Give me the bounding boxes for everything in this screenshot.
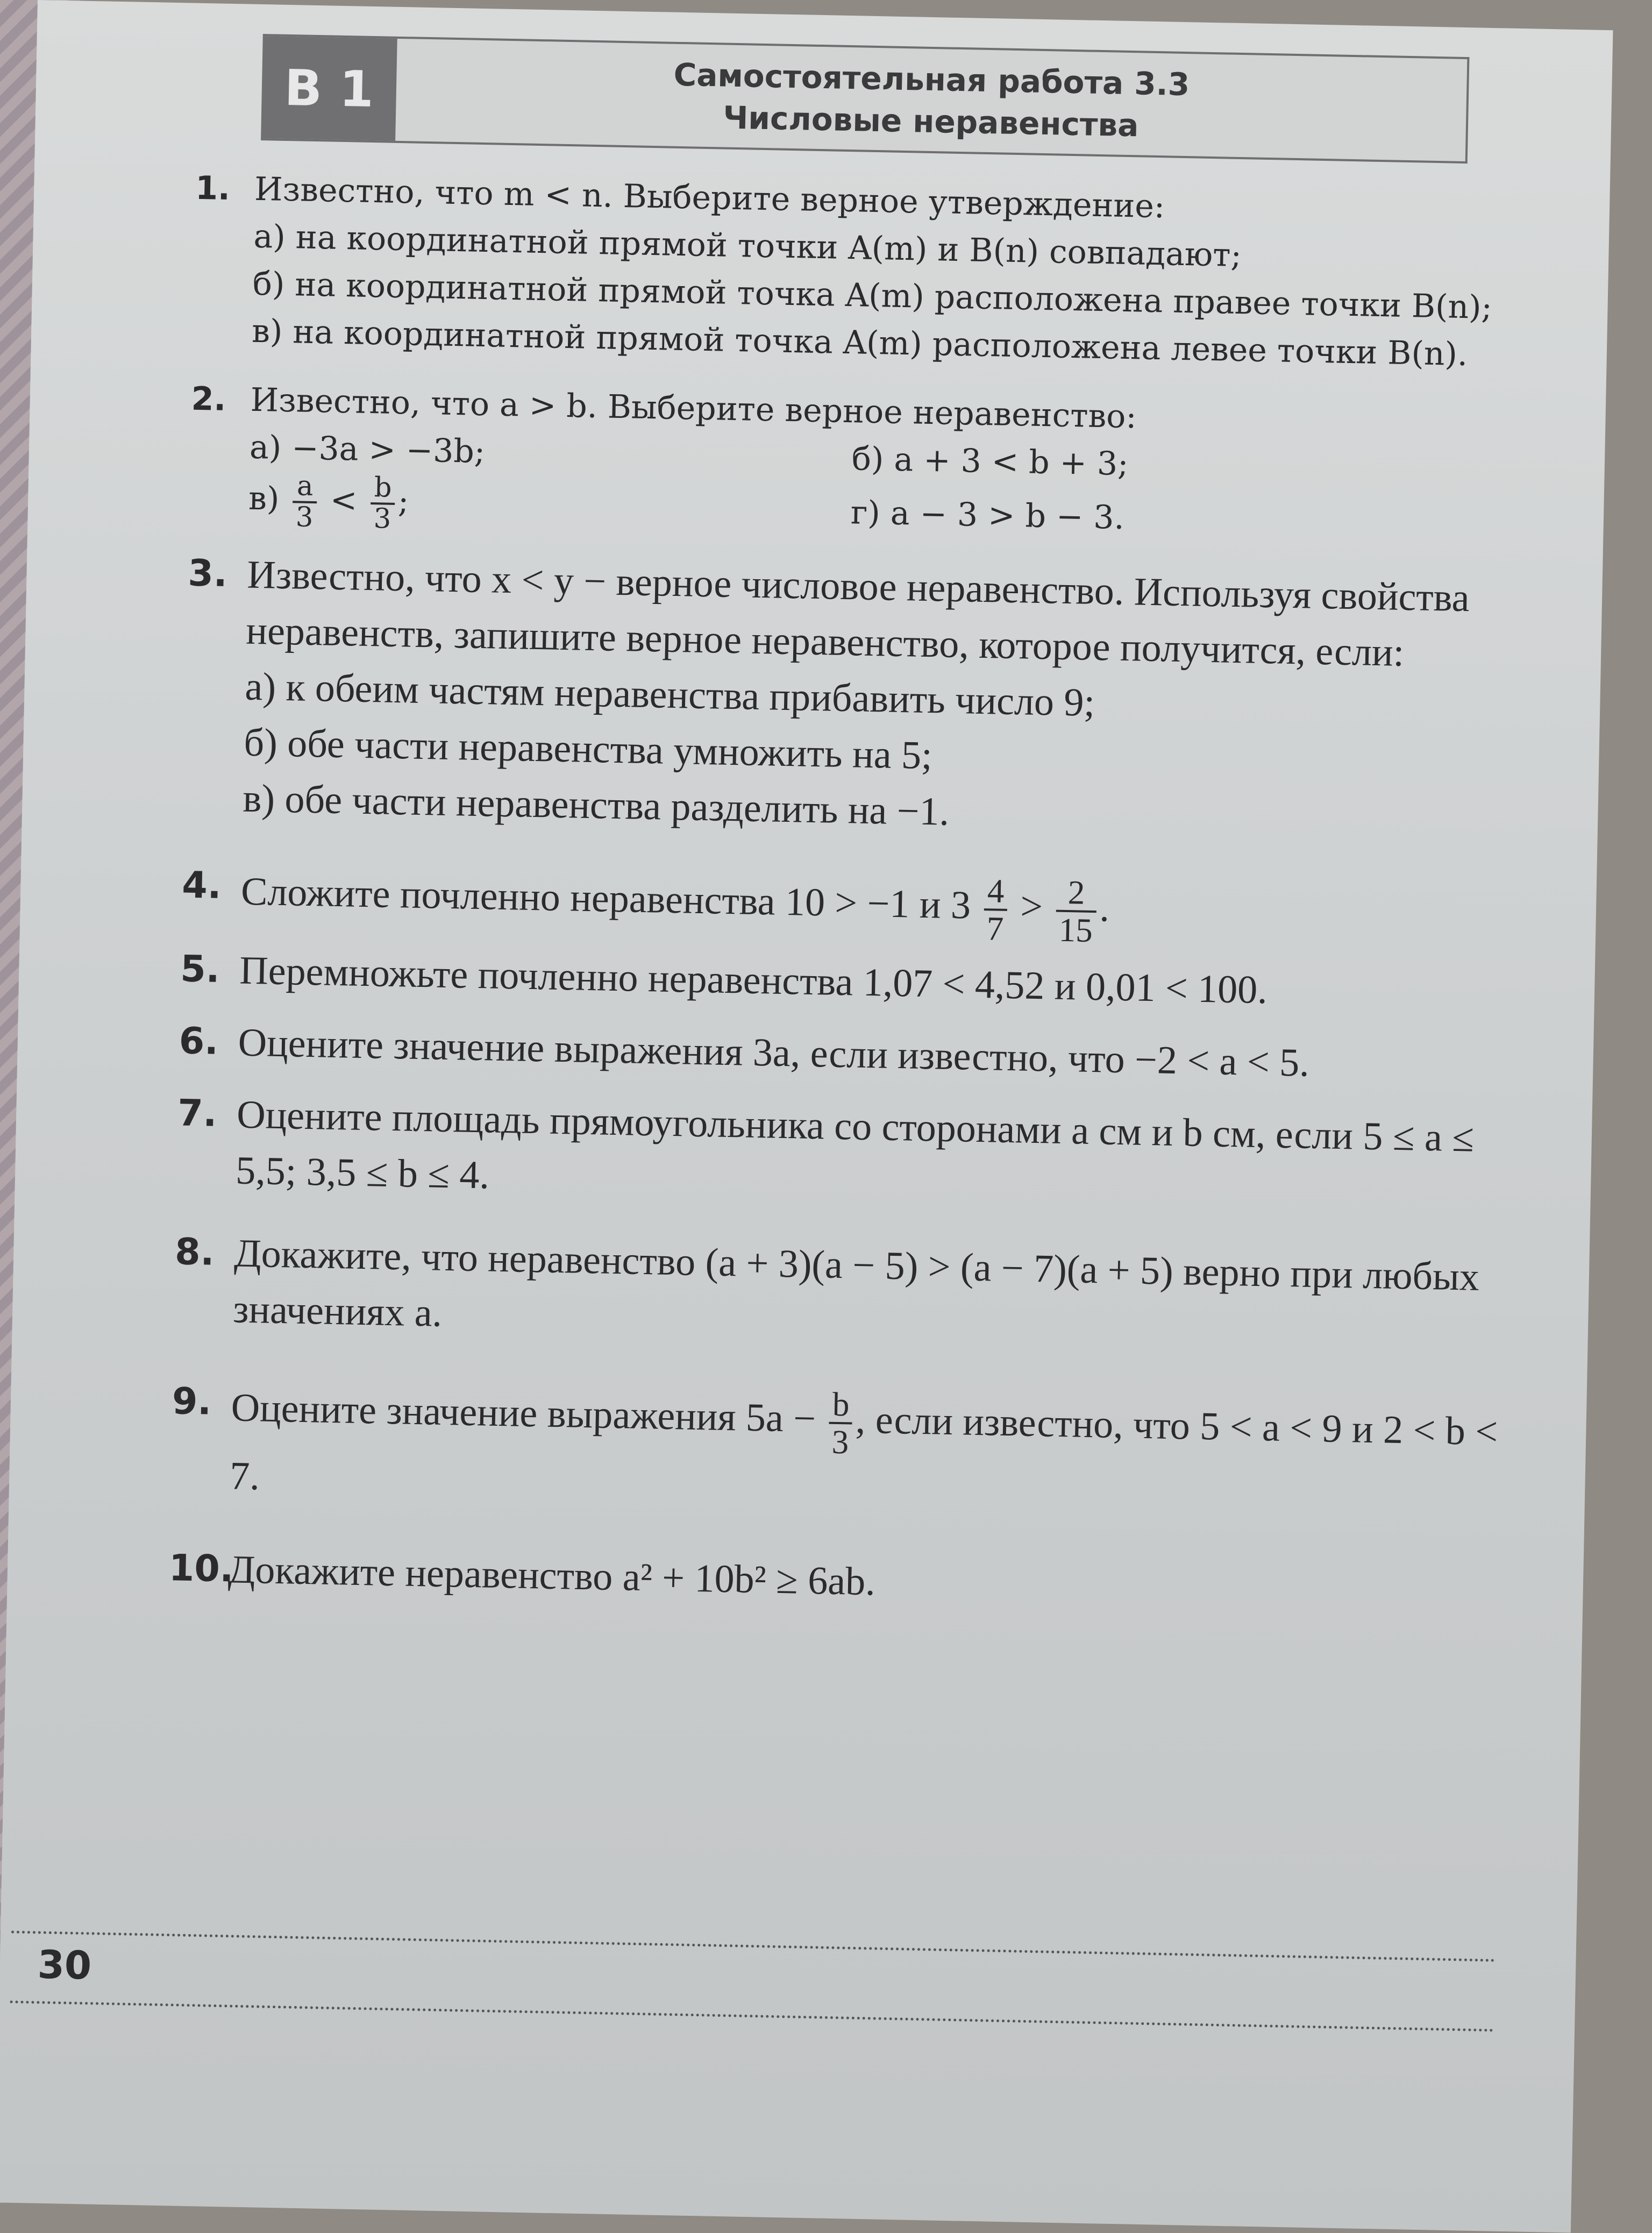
option-c-prefix: в)	[248, 479, 280, 518]
task-end: .	[1099, 886, 1110, 930]
fraction-2-over-15	[1055, 874, 1096, 949]
option-a: а) к обеим частям неравенства прибавить число 9;	[244, 664, 1095, 726]
task-number: 6.	[179, 1020, 219, 1063]
footer-divider-bottom	[10, 2001, 1494, 2032]
task-list	[168, 165, 1551, 1623]
task-text: Сложите почленно неравенства 10 > −1 и 3	[240, 869, 971, 928]
numerator: b	[829, 1386, 853, 1425]
task-number: 3.	[187, 552, 228, 596]
worksheet-title	[395, 48, 1467, 153]
task-4	[181, 858, 1537, 957]
task-9	[170, 1374, 1527, 1528]
task-6	[179, 1014, 1535, 1096]
task-2	[189, 375, 1547, 556]
fraction-a-over-3	[292, 472, 317, 532]
option-a: а) −3a > −3b;	[249, 428, 486, 471]
task-number: 5.	[180, 948, 220, 992]
denominator: 3	[373, 502, 391, 535]
numerator: a	[293, 472, 317, 503]
task-number: 2.	[191, 380, 227, 418]
task-text: Оцените значение выражения 3a, если известно, что −2 < a < 5.	[238, 1020, 1310, 1085]
option-c: в) обе части неравенства разделить на −1.	[242, 776, 950, 834]
denominator: 3	[831, 1423, 849, 1461]
task-number: 10.	[168, 1547, 234, 1591]
fraction-b-over-3	[370, 473, 395, 534]
fraction-4-over-7	[983, 873, 1008, 947]
task-text: Известно, что a > b. Выберите верное неравенство:	[250, 381, 1137, 436]
numerator: 4	[984, 873, 1008, 911]
task-text: Известно, что m < n. Выберите верное утверждение:	[254, 170, 1165, 226]
task-text: Известно, что x < y − верное числовое неравенство. Используя свойства неравенств, запишите верное неравенство, которое получится, если:	[245, 552, 1470, 675]
option-a: а) на координатной прямой точки A(m) и B(n) совпадают;	[253, 217, 1242, 275]
task-text: Перемножьте почленно неравенства 1,07 < 4,52 и 0,01 < 100.	[239, 948, 1268, 1013]
relation-sign: >	[1020, 884, 1043, 929]
option-c	[248, 471, 841, 542]
task-number: 9.	[172, 1380, 212, 1424]
title-line-1: Самостоятельная работа 3.3	[673, 56, 1190, 103]
denominator: 7	[986, 909, 1004, 948]
task-text: Докажите, что неравенство (a + 3)(a − 5) > (a − 7)(a + 5) верно при любых значениях a.	[232, 1231, 1480, 1336]
denominator: 15	[1058, 911, 1093, 950]
option-b: б) на координатной прямой точка A(m) расположена правее точки B(n);	[252, 265, 1493, 327]
option-d: г) a − 3 > b − 3.	[850, 493, 1125, 537]
task-8	[173, 1225, 1530, 1362]
task-text-before: Оцените значение выражения 5a −	[231, 1385, 816, 1441]
numerator: 2	[1056, 874, 1097, 913]
option-b: б) a + 3 < b + 3;	[851, 440, 1129, 483]
title-line-2: Числовые неравенства	[722, 99, 1140, 144]
denominator: 3	[295, 501, 314, 534]
task-7	[176, 1086, 1533, 1224]
page-number: 30	[37, 1942, 92, 1988]
option-c-end: ;	[397, 482, 409, 521]
task-number: 1.	[195, 169, 231, 208]
relation-sign: <	[330, 481, 358, 520]
task-3	[183, 546, 1544, 851]
worksheet-header	[261, 34, 1469, 163]
task-number: 7.	[177, 1092, 218, 1135]
task-number: 8.	[174, 1231, 215, 1274]
variant-badge: В 1	[261, 36, 397, 141]
task-1	[192, 165, 1550, 380]
footer-divider	[11, 1931, 1496, 1962]
task-10	[168, 1541, 1525, 1623]
task-text: Оцените площадь прямоугольника со сторонами a см и b см, если 5 ≤ a ≤ 5,5; 3,5 ≤ b ≤ 4.	[235, 1092, 1475, 1198]
task-number: 4.	[181, 864, 222, 907]
task-text: Докажите неравенство a² + 10b² ≥ 6ab.	[227, 1547, 876, 1604]
task-text-after: , если известно, что 5 < a < 9 и 2 < b < 7.	[229, 1397, 1498, 1499]
fraction-b-over-3	[828, 1386, 853, 1460]
task-5	[180, 942, 1536, 1023]
numerator: b	[371, 473, 395, 504]
option-b: б) обе части неравенства умножить на 5;	[243, 720, 933, 778]
option-c: в) на координатной прямой точка A(m) расположена левее точки B(n).	[251, 312, 1468, 374]
